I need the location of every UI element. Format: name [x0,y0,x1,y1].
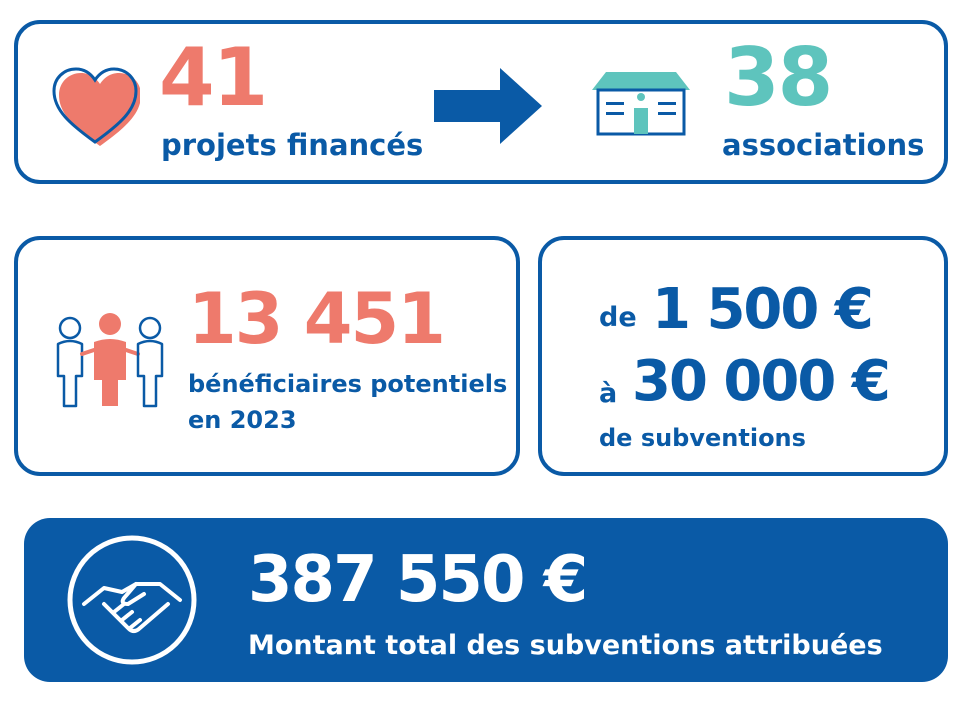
beneficiaries-label-line2: en 2023 [188,406,297,434]
associations-label: associations [722,128,925,162]
total-banner [24,518,948,682]
range-from-prefix: de [599,302,637,333]
projects-associations-card [14,20,948,184]
beneficiaries-label-line1: bénéficiaires potentiels [188,370,508,398]
range-suffix: de subventions [599,424,806,452]
subsidy-range-card [538,236,948,476]
total-label: Montant total des subventions attribuées [248,630,883,661]
total-amount: 387 550 € [248,543,587,617]
beneficiaries-count: 13 451 [188,278,444,360]
associations-count: 38 [724,31,832,124]
range-to-amount: 30 000 € [632,349,889,414]
projects-label: projets financés [161,128,424,162]
heart-icon [50,64,140,148]
house-icon [586,68,696,136]
range-to-prefix: à [599,378,618,409]
people-icon [52,308,170,412]
projects-count: 41 [159,31,267,124]
arrow-right-icon [434,68,544,144]
range-from-amount: 1 500 € [652,277,872,342]
beneficiaries-card [14,236,520,476]
handshake-icon [64,532,200,668]
